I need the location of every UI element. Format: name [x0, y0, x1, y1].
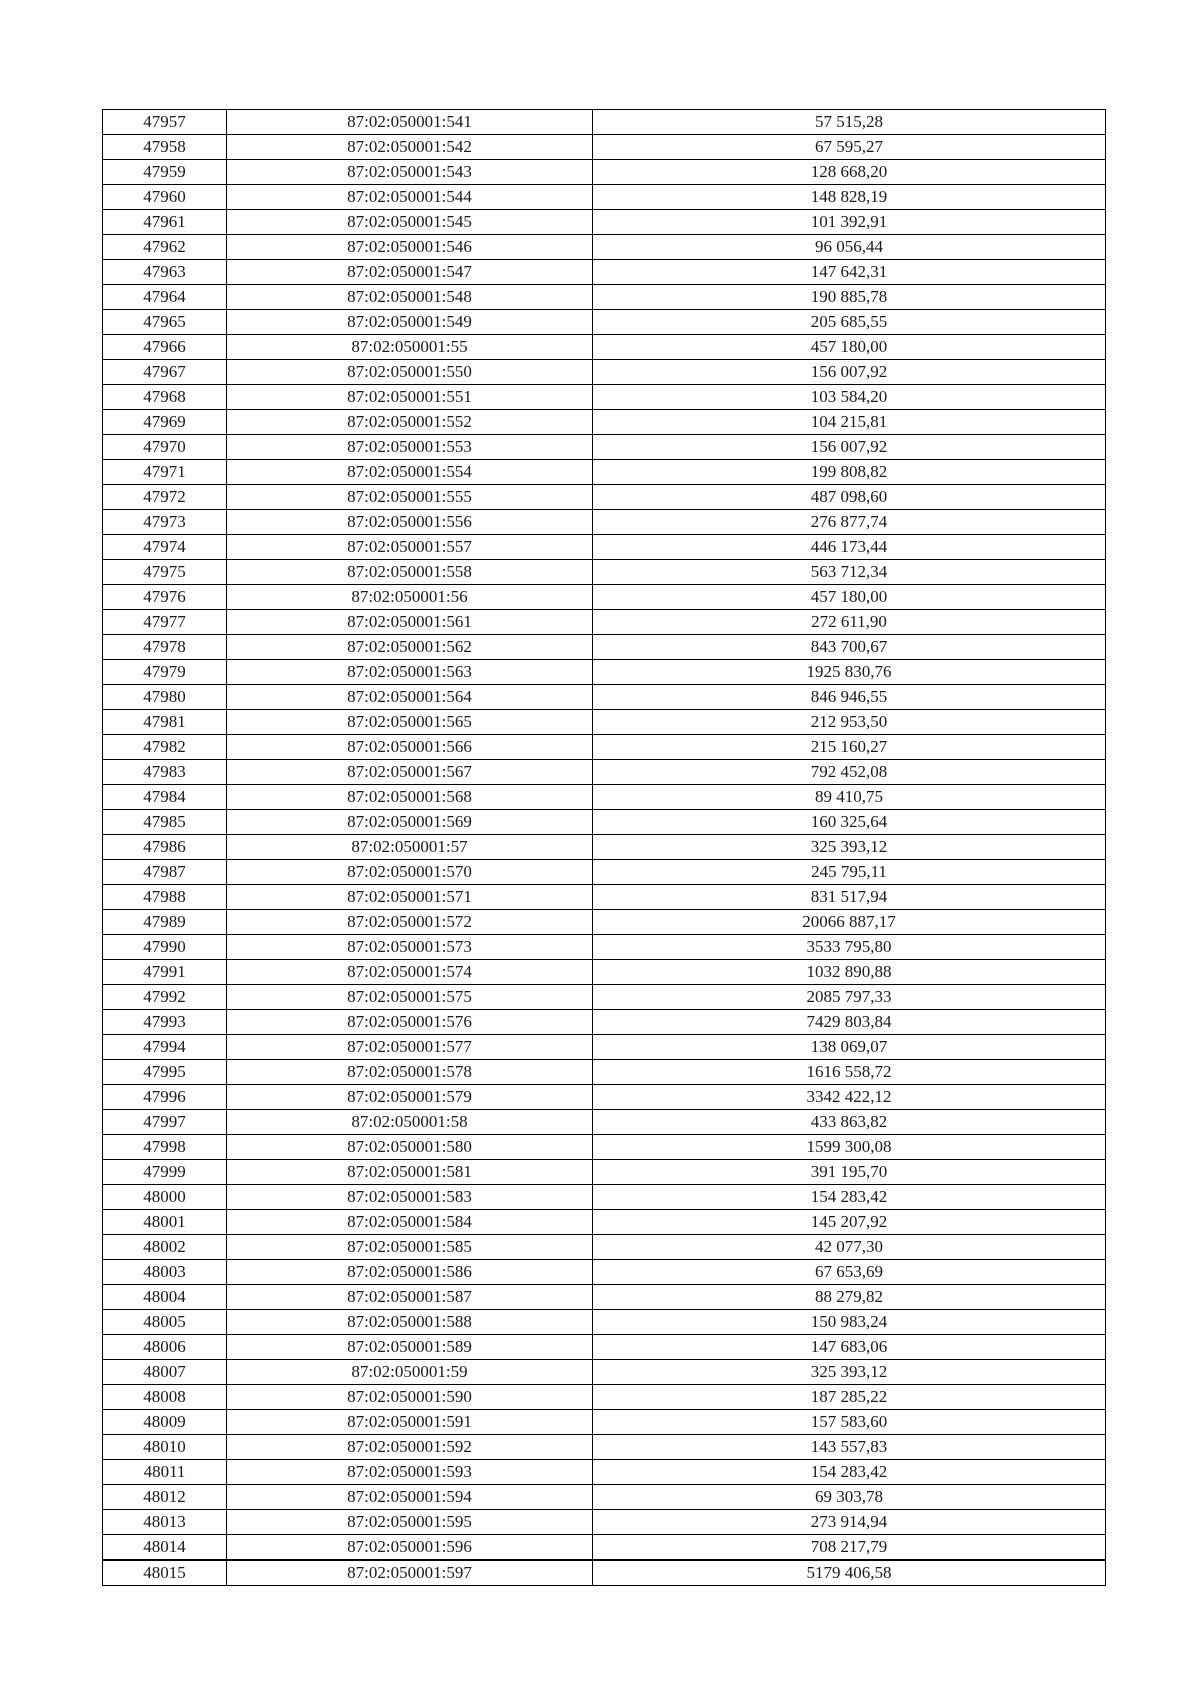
row-number-cell: 47963: [103, 260, 227, 285]
cadastral-number-cell: 87:02:050001:575: [227, 985, 593, 1010]
cadastral-value-cell: 154 283,42: [593, 1185, 1106, 1210]
table-row: [103, 1110, 1106, 1135]
table-row: [103, 1285, 1106, 1310]
table-row: [103, 335, 1106, 360]
table-row: [103, 385, 1106, 410]
cadastral-value-cell: 88 279,82: [593, 1285, 1106, 1310]
cadastral-number-cell: 87:02:050001:557: [227, 535, 593, 560]
cadastral-value-cell: 245 795,11: [593, 860, 1106, 885]
table-row: [103, 1160, 1106, 1185]
cadastral-number-cell: 87:02:050001:571: [227, 885, 593, 910]
row-number-cell: 47975: [103, 560, 227, 585]
cadastral-number-cell: 87:02:050001:596: [227, 1535, 593, 1561]
table-row: [103, 160, 1106, 185]
cadastral-number-cell: 87:02:050001:597: [227, 1560, 593, 1586]
cadastral-number-cell: 87:02:050001:56: [227, 585, 593, 610]
row-number-cell: 48004: [103, 1285, 227, 1310]
table-row: [103, 1535, 1106, 1561]
cadastral-value-cell: 272 611,90: [593, 610, 1106, 635]
table-row: [103, 810, 1106, 835]
cadastral-value-cell: 96 056,44: [593, 235, 1106, 260]
table-row: [103, 1210, 1106, 1235]
row-number-cell: 47977: [103, 610, 227, 635]
table-row: [103, 710, 1106, 735]
cadastral-value-cell: 67 595,27: [593, 135, 1106, 160]
row-number-cell: 47958: [103, 135, 227, 160]
cadastral-value-cell: 7429 803,84: [593, 1010, 1106, 1035]
table-row: [103, 510, 1106, 535]
cadastral-number-cell: 87:02:050001:577: [227, 1035, 593, 1060]
cadastral-number-cell: 87:02:050001:545: [227, 210, 593, 235]
table-row: [103, 260, 1106, 285]
cadastral-value-cell: 57 515,28: [593, 110, 1106, 135]
cadastral-value-cell: 215 160,27: [593, 735, 1106, 760]
row-number-cell: 47989: [103, 910, 227, 935]
cadastral-value-cell: 20066 887,17: [593, 910, 1106, 935]
cadastral-number-cell: 87:02:050001:543: [227, 160, 593, 185]
table-row: [103, 935, 1106, 960]
table-row: [103, 1135, 1106, 1160]
row-number-cell: 47987: [103, 860, 227, 885]
cadastral-number-cell: 87:02:050001:546: [227, 235, 593, 260]
cadastral-number-cell: 87:02:050001:549: [227, 310, 593, 335]
cadastral-number-cell: 87:02:050001:551: [227, 385, 593, 410]
row-number-cell: 48001: [103, 1210, 227, 1235]
cadastral-number-cell: 87:02:050001:574: [227, 960, 593, 985]
cadastral-value-cell: 1616 558,72: [593, 1060, 1106, 1085]
row-number-cell: 47974: [103, 535, 227, 560]
table-row: [103, 910, 1106, 935]
cadastral-value-cell: 5179 406,58: [593, 1560, 1106, 1586]
cadastral-number-cell: 87:02:050001:584: [227, 1210, 593, 1235]
table-row: [103, 435, 1106, 460]
cadastral-number-cell: 87:02:050001:576: [227, 1010, 593, 1035]
cadastral-number-cell: 87:02:050001:567: [227, 760, 593, 785]
cadastral-number-cell: 87:02:050001:566: [227, 735, 593, 760]
cadastral-value-cell: 846 946,55: [593, 685, 1106, 710]
cadastral-value-cell: 1032 890,88: [593, 960, 1106, 985]
cadastral-value-cell: 273 914,94: [593, 1510, 1106, 1535]
row-number-cell: 48013: [103, 1510, 227, 1535]
cadastral-number-cell: 87:02:050001:550: [227, 360, 593, 385]
cadastral-number-cell: 87:02:050001:553: [227, 435, 593, 460]
table-row: [103, 1560, 1106, 1586]
row-number-cell: 47979: [103, 660, 227, 685]
cadastral-number-cell: 87:02:050001:595: [227, 1510, 593, 1535]
cadastral-number-cell: 87:02:050001:554: [227, 460, 593, 485]
table-row: [103, 1510, 1106, 1535]
row-number-cell: 47992: [103, 985, 227, 1010]
row-number-cell: 48006: [103, 1335, 227, 1360]
cadastral-value-table: [102, 109, 1106, 1586]
table-row: [103, 1385, 1106, 1410]
cadastral-number-cell: 87:02:050001:592: [227, 1435, 593, 1460]
cadastral-number-cell: 87:02:050001:55: [227, 335, 593, 360]
cadastral-number-cell: 87:02:050001:564: [227, 685, 593, 710]
cadastral-number-cell: 87:02:050001:585: [227, 1235, 593, 1260]
row-number-cell: 47996: [103, 1085, 227, 1110]
cadastral-value-cell: 145 207,92: [593, 1210, 1106, 1235]
row-number-cell: 47983: [103, 760, 227, 785]
cadastral-number-cell: 87:02:050001:591: [227, 1410, 593, 1435]
row-number-cell: 47993: [103, 1010, 227, 1035]
row-number-cell: 47999: [103, 1160, 227, 1185]
table-row: [103, 1260, 1106, 1285]
cadastral-value-cell: 187 285,22: [593, 1385, 1106, 1410]
cadastral-number-cell: 87:02:050001:568: [227, 785, 593, 810]
row-number-cell: 48008: [103, 1385, 227, 1410]
cadastral-number-cell: 87:02:050001:563: [227, 660, 593, 685]
cadastral-value-cell: 487 098,60: [593, 485, 1106, 510]
cadastral-value-cell: 150 983,24: [593, 1310, 1106, 1335]
row-number-cell: 47985: [103, 810, 227, 835]
cadastral-value-cell: 391 195,70: [593, 1160, 1106, 1185]
row-number-cell: 47981: [103, 710, 227, 735]
row-number-cell: 47991: [103, 960, 227, 985]
cadastral-value-cell: 160 325,64: [593, 810, 1106, 835]
cadastral-value-cell: 1925 830,76: [593, 660, 1106, 685]
row-number-cell: 47970: [103, 435, 227, 460]
cadastral-value-cell: 103 584,20: [593, 385, 1106, 410]
table-row: [103, 1335, 1106, 1360]
table-row: [103, 310, 1106, 335]
cadastral-value-cell: 154 283,42: [593, 1460, 1106, 1485]
cadastral-value-cell: 325 393,12: [593, 1360, 1106, 1385]
table-row: [103, 1185, 1106, 1210]
table-row: [103, 185, 1106, 210]
row-number-cell: 47967: [103, 360, 227, 385]
table-row: [103, 560, 1106, 585]
cadastral-value-cell: 156 007,92: [593, 435, 1106, 460]
cadastral-value-cell: 831 517,94: [593, 885, 1106, 910]
cadastral-number-cell: 87:02:050001:59: [227, 1360, 593, 1385]
row-number-cell: 47978: [103, 635, 227, 660]
row-number-cell: 47961: [103, 210, 227, 235]
cadastral-number-cell: 87:02:050001:587: [227, 1285, 593, 1310]
cadastral-value-cell: 143 557,83: [593, 1435, 1106, 1460]
table-row: [103, 635, 1106, 660]
cadastral-value-cell: 147 683,06: [593, 1335, 1106, 1360]
row-number-cell: 47965: [103, 310, 227, 335]
table-row: [103, 985, 1106, 1010]
cadastral-value-cell: 89 410,75: [593, 785, 1106, 810]
row-number-cell: 47966: [103, 335, 227, 360]
cadastral-number-cell: 87:02:050001:580: [227, 1135, 593, 1160]
cadastral-value-cell: 3342 422,12: [593, 1085, 1106, 1110]
table-row: [103, 1060, 1106, 1085]
cadastral-value-cell: 792 452,08: [593, 760, 1106, 785]
row-number-cell: 47959: [103, 160, 227, 185]
cadastral-number-cell: 87:02:050001:565: [227, 710, 593, 735]
table-row: [103, 1310, 1106, 1335]
table-row: [103, 485, 1106, 510]
row-number-cell: 48012: [103, 1485, 227, 1510]
row-number-cell: 48015: [103, 1560, 227, 1586]
cadastral-number-cell: 87:02:050001:548: [227, 285, 593, 310]
row-number-cell: 47990: [103, 935, 227, 960]
cadastral-value-cell: 563 712,34: [593, 560, 1106, 585]
cadastral-value-cell: 325 393,12: [593, 835, 1106, 860]
table-row: [103, 1085, 1106, 1110]
cadastral-value-cell: 446 173,44: [593, 535, 1106, 560]
cadastral-value-cell: 148 828,19: [593, 185, 1106, 210]
table-row: [103, 1485, 1106, 1510]
row-number-cell: 47986: [103, 835, 227, 860]
table-row: [103, 585, 1106, 610]
cadastral-number-cell: 87:02:050001:594: [227, 1485, 593, 1510]
cadastral-number-cell: 87:02:050001:583: [227, 1185, 593, 1210]
cadastral-value-cell: 276 877,74: [593, 510, 1106, 535]
table-row: [103, 135, 1106, 160]
row-number-cell: 48010: [103, 1435, 227, 1460]
cadastral-number-cell: 87:02:050001:562: [227, 635, 593, 660]
row-number-cell: 47972: [103, 485, 227, 510]
table-row: [103, 1410, 1106, 1435]
row-number-cell: 47968: [103, 385, 227, 410]
cadastral-value-cell: 147 642,31: [593, 260, 1106, 285]
row-number-cell: 47957: [103, 110, 227, 135]
cadastral-value-cell: 3533 795,80: [593, 935, 1106, 960]
cadastral-number-cell: 87:02:050001:572: [227, 910, 593, 935]
cadastral-value-cell: 67 653,69: [593, 1260, 1106, 1285]
row-number-cell: 47964: [103, 285, 227, 310]
cadastral-number-cell: 87:02:050001:578: [227, 1060, 593, 1085]
row-number-cell: 47969: [103, 410, 227, 435]
cadastral-value-cell: 212 953,50: [593, 710, 1106, 735]
table-row: [103, 285, 1106, 310]
cadastral-number-cell: 87:02:050001:542: [227, 135, 593, 160]
cadastral-number-cell: 87:02:050001:581: [227, 1160, 593, 1185]
table-row: [103, 1235, 1106, 1260]
cadastral-value-cell: 128 668,20: [593, 160, 1106, 185]
row-number-cell: 47988: [103, 885, 227, 910]
cadastral-number-cell: 87:02:050001:547: [227, 260, 593, 285]
row-number-cell: 47980: [103, 685, 227, 710]
table-row: [103, 460, 1106, 485]
table-row: [103, 860, 1106, 885]
table-row: [103, 235, 1106, 260]
cadastral-number-cell: 87:02:050001:555: [227, 485, 593, 510]
cadastral-value-cell: 2085 797,33: [593, 985, 1106, 1010]
cadastral-value-cell: 101 392,91: [593, 210, 1106, 235]
table-row: [103, 535, 1106, 560]
row-number-cell: 48003: [103, 1260, 227, 1285]
row-number-cell: 47997: [103, 1110, 227, 1135]
row-number-cell: 48002: [103, 1235, 227, 1260]
cadastral-number-cell: 87:02:050001:569: [227, 810, 593, 835]
table-row: [103, 1435, 1106, 1460]
cadastral-number-cell: 87:02:050001:561: [227, 610, 593, 635]
cadastral-value-cell: 433 863,82: [593, 1110, 1106, 1135]
row-number-cell: 47976: [103, 585, 227, 610]
row-number-cell: 48009: [103, 1410, 227, 1435]
row-number-cell: 47973: [103, 510, 227, 535]
table-row: [103, 410, 1106, 435]
row-number-cell: 48000: [103, 1185, 227, 1210]
row-number-cell: 47962: [103, 235, 227, 260]
cadastral-value-cell: 69 303,78: [593, 1485, 1106, 1510]
row-number-cell: 47982: [103, 735, 227, 760]
table-row: [103, 610, 1106, 635]
cadastral-number-cell: 87:02:050001:57: [227, 835, 593, 860]
table-row: [103, 210, 1106, 235]
cadastral-number-cell: 87:02:050001:588: [227, 1310, 593, 1335]
cadastral-number-cell: 87:02:050001:589: [227, 1335, 593, 1360]
cadastral-number-cell: 87:02:050001:570: [227, 860, 593, 885]
cadastral-number-cell: 87:02:050001:556: [227, 510, 593, 535]
table-row: [103, 360, 1106, 385]
cadastral-value-cell: 1599 300,08: [593, 1135, 1106, 1160]
table-body: [103, 110, 1106, 1586]
cadastral-number-cell: 87:02:050001:593: [227, 1460, 593, 1485]
table-row: [103, 960, 1106, 985]
cadastral-number-cell: 87:02:050001:579: [227, 1085, 593, 1110]
table-row: [103, 1035, 1106, 1060]
cadastral-value-cell: 190 885,78: [593, 285, 1106, 310]
cadastral-value-cell: 199 808,82: [593, 460, 1106, 485]
cadastral-value-cell: 708 217,79: [593, 1535, 1106, 1561]
table-row: [103, 885, 1106, 910]
cadastral-number-cell: 87:02:050001:586: [227, 1260, 593, 1285]
table-row: [103, 735, 1106, 760]
cadastral-value-cell: 157 583,60: [593, 1410, 1106, 1435]
row-number-cell: 47971: [103, 460, 227, 485]
row-number-cell: 47994: [103, 1035, 227, 1060]
row-number-cell: 48005: [103, 1310, 227, 1335]
cadastral-number-cell: 87:02:050001:552: [227, 410, 593, 435]
cadastral-value-cell: 104 215,81: [593, 410, 1106, 435]
table-row: [103, 835, 1106, 860]
cadastral-value-cell: 205 685,55: [593, 310, 1106, 335]
cadastral-number-cell: 87:02:050001:58: [227, 1110, 593, 1135]
table-row: [103, 1460, 1106, 1485]
cadastral-number-cell: 87:02:050001:590: [227, 1385, 593, 1410]
table-row: [103, 110, 1106, 135]
cadastral-value-cell: 457 180,00: [593, 335, 1106, 360]
table-row: [103, 785, 1106, 810]
row-number-cell: 47984: [103, 785, 227, 810]
cadastral-value-cell: 156 007,92: [593, 360, 1106, 385]
cadastral-number-cell: 87:02:050001:573: [227, 935, 593, 960]
row-number-cell: 48007: [103, 1360, 227, 1385]
cadastral-value-cell: 138 069,07: [593, 1035, 1106, 1060]
table-row: [103, 660, 1106, 685]
cadastral-value-cell: 843 700,67: [593, 635, 1106, 660]
row-number-cell: 48011: [103, 1460, 227, 1485]
cadastral-number-cell: 87:02:050001:541: [227, 110, 593, 135]
row-number-cell: 47995: [103, 1060, 227, 1085]
table-row: [103, 685, 1106, 710]
row-number-cell: 47960: [103, 185, 227, 210]
cadastral-number-cell: 87:02:050001:544: [227, 185, 593, 210]
table-row: [103, 1360, 1106, 1385]
cadastral-value-cell: 457 180,00: [593, 585, 1106, 610]
row-number-cell: 48014: [103, 1535, 227, 1561]
row-number-cell: 47998: [103, 1135, 227, 1160]
cadastral-value-cell: 42 077,30: [593, 1235, 1106, 1260]
table-row: [103, 760, 1106, 785]
table-row: [103, 1010, 1106, 1035]
cadastral-number-cell: 87:02:050001:558: [227, 560, 593, 585]
